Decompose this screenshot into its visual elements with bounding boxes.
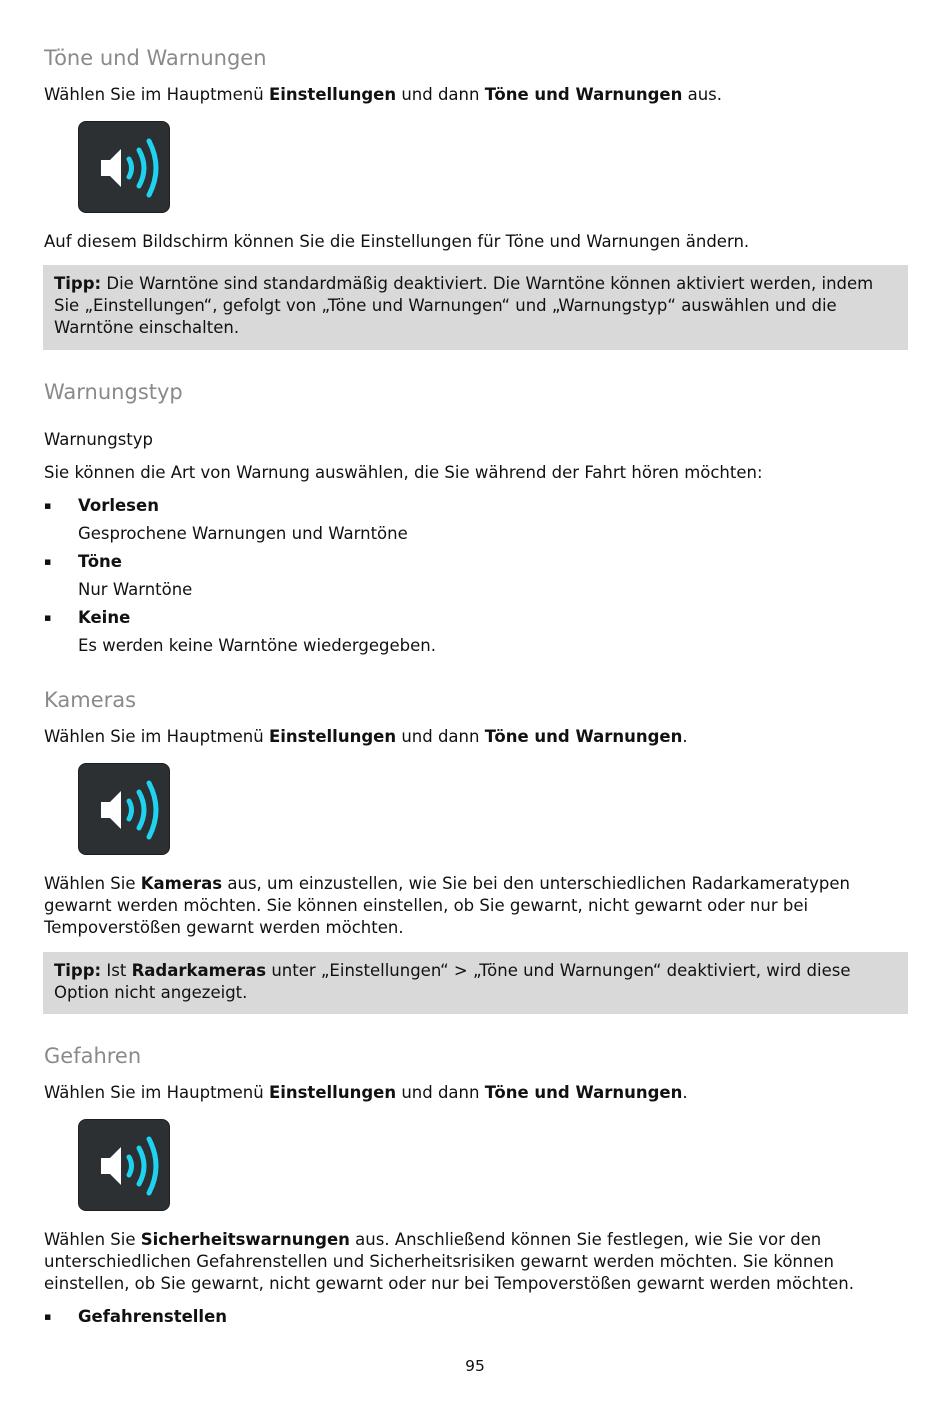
intro-toene: Wählen Sie im Hauptmenü Einstellungen und dann Töne und Warnungen aus. xyxy=(44,85,723,104)
list-item-title: Töne xyxy=(78,552,122,571)
body-gefahren: Wählen Sie Sicherheitswarnungen aus. Anschließend können Sie festlegen, wie Sie vor den unterschiedlichen Gefahrenstellen und Sicherheitsrisiken gewarnt werden möchten. Sie können einstellen, ob Sie gewarnt, nicht gewarnt oder nur bei Tempoverstößen gewarnt werden möchten. xyxy=(44,1230,854,1293)
intro-gefahren: Wählen Sie im Hauptmenü Einstellungen und dann Töne und Warnungen. xyxy=(44,1083,688,1102)
bullet-icon: ▪ xyxy=(44,1310,52,1323)
page-number: 95 xyxy=(465,1357,485,1375)
body-kameras: Wählen Sie Kameras aus, um einzustellen, wie Sie bei den unterschiedlichen Radarkameratypen gewarnt werden möchten. Sie können einstellen, ob Sie gewarnt, nicht gewarnt oder nur bei Tempoverstößen gewarnt werden möchten. xyxy=(44,874,850,937)
bullet-icon: ▪ xyxy=(44,611,52,624)
subheading-warnungstyp: Warnungstyp xyxy=(44,430,154,449)
tip-label: Tipp: xyxy=(54,274,102,293)
list-item-desc: Nur Warntöne xyxy=(78,580,193,599)
body-toene: Auf diesem Bildschirm können Sie die Einstellungen für Töne und Warnungen ändern. xyxy=(44,232,750,251)
list-item-title: Gefahrenstellen xyxy=(78,1307,228,1326)
section-heading-warnungstyp: Warnungstyp xyxy=(44,380,183,404)
tip-box-kameras: Tipp: Ist Radarkameras unter „Einstellungen“ > „Töne und Warnungen“ deaktiviert, wird diese Option nicht angezeigt. xyxy=(43,952,908,1014)
speaker-sound-icon xyxy=(78,121,170,213)
bullet-icon: ▪ xyxy=(44,499,52,512)
tip-label: Tipp: xyxy=(54,961,102,980)
speaker-sound-icon xyxy=(78,1119,170,1211)
section-heading-toene: Töne und Warnungen xyxy=(44,46,267,70)
section-heading-kameras: Kameras xyxy=(44,688,137,712)
intro-kameras: Wählen Sie im Hauptmenü Einstellungen und dann Töne und Warnungen. xyxy=(44,727,688,746)
speaker-sound-icon xyxy=(78,763,170,855)
list-item-desc: Gesprochene Warnungen und Warntöne xyxy=(78,524,408,543)
section-heading-gefahren: Gefahren xyxy=(44,1044,142,1068)
tip-text: Die Warntöne sind standardmäßig deaktiviert. Die Warntöne können aktiviert werden, indem Sie „Einstellungen“, gefolgt von „Töne und Warnungen“ und „Warnungstyp“ auswählen und die Warntöne einschalten. xyxy=(54,274,874,337)
list-item-title: Vorlesen xyxy=(78,496,159,515)
list-item-desc: Es werden keine Warntöne wiedergegeben. xyxy=(78,636,436,655)
intro-warnungstyp: Sie können die Art von Warnung auswählen, die Sie während der Fahrt hören möchten: xyxy=(44,463,763,482)
bullet-icon: ▪ xyxy=(44,555,52,568)
list-item-title: Keine xyxy=(78,608,131,627)
tip-box-toene xyxy=(43,265,908,350)
